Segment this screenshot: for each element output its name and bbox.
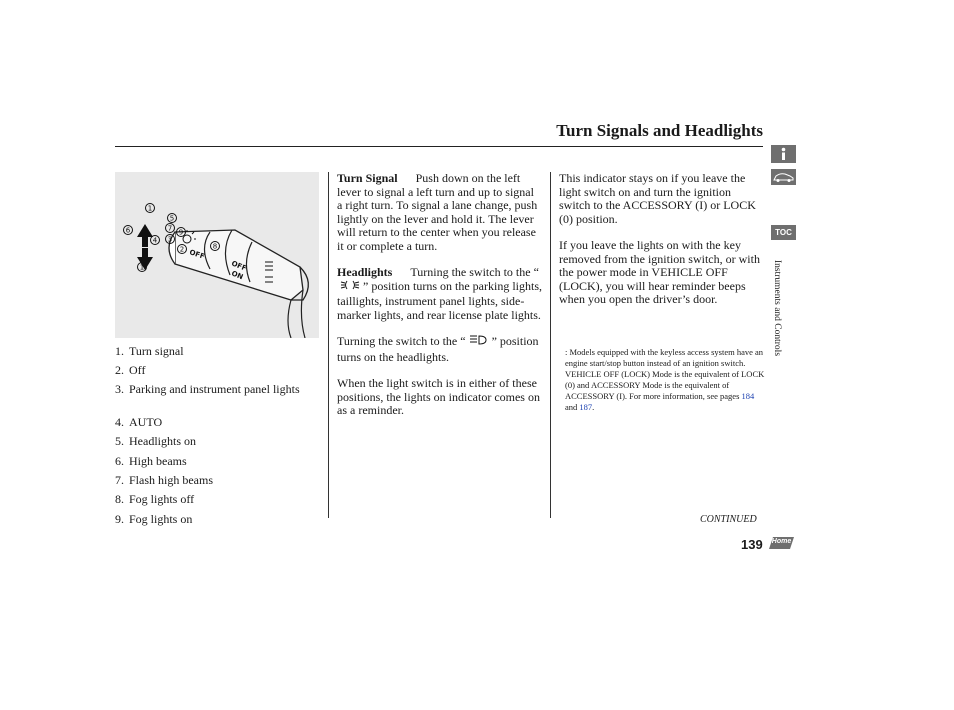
page-link-184[interactable]: 184 — [741, 391, 755, 401]
callout-8: 8 — [212, 242, 218, 251]
indicator-paragraph: This indicator stays on if you leave the light switch on and turn the ignition switch to the ACCESSORY (I) or LOCK (0) position. — [559, 171, 756, 226]
page-number: 139 — [741, 537, 763, 552]
switch-on-label: ON — [230, 269, 245, 282]
turn-signal-heading: Turn Signal — [337, 171, 398, 185]
page-link-187[interactable]: 187 — [579, 402, 593, 412]
callout-9: 9 — [178, 228, 184, 237]
legend-item: 3. Parking and instrument panel lights — [115, 382, 300, 396]
callout-1-bottom: 1 — [139, 263, 145, 272]
legend-item: 4. AUTO — [115, 415, 163, 429]
section-tab: Instruments and Controls — [772, 259, 782, 357]
when-paragraph: When the light switch is in either of these positions, the lights on indicator comes on as a reminder. — [337, 376, 540, 417]
headlight-lever-figure — [115, 172, 319, 338]
headlight-icon — [466, 335, 492, 351]
legend-item: 7. Flash high beams — [115, 473, 213, 487]
headlights-heading: Headlights — [337, 265, 393, 279]
middle-column — [337, 172, 542, 418]
car-button[interactable] — [771, 169, 796, 185]
callout-5: 5 — [169, 214, 175, 223]
turn-signal-paragraph: Turn Signal Push down on the left lever to signal a left turn and up to signal a right turn. To signal a lane change, push lightly on the lever and hold it. The lever will return to the center when you release it or complete a turn. — [337, 171, 538, 253]
turning-paragraph: Turning the switch to the “ ” position turns on the headlights. — [337, 334, 539, 364]
legend-item: 2. Off — [115, 363, 146, 377]
reminder-paragraph: If you leave the lights on with the key removed from the ignition switch, or with the power mode in VEHICLE OFF (LOCK), you will hear reminder beeps when you open the driver’s door. — [559, 238, 760, 306]
callout-1-top: 1 — [147, 204, 153, 213]
callout-2: 2 — [179, 245, 185, 254]
info-icon — [771, 145, 796, 163]
parking-lights-icon — [337, 280, 363, 296]
page-title: Turn Signals and Headlights — [556, 121, 763, 140]
callout-6: 6 — [125, 226, 131, 235]
column-divider-left — [328, 172, 329, 518]
footnote: : Models equipped with the keyless access system have an engine start/stop button instead of an ignition switch. VEHICLE OFF (LOCK) Mode is the equivalent of LOCK (0) and ACCESSORY Mode is the equivalent of ACCESSORY (I). For more information, see pages 184 and 187. — [565, 347, 765, 412]
continued-label: CONTINUED — [700, 514, 757, 525]
car-icon — [771, 169, 796, 185]
callout-3: 3 — [167, 235, 173, 244]
headlights-paragraph: Headlights Turning the switch to the “” position turns on the parking lights, taillights, instrument panel lights, side-marker lights, and rear license plate lights. — [337, 265, 542, 322]
switch-off-label-inner: OFF — [188, 248, 206, 261]
legend-item: 6. High beams — [115, 454, 187, 468]
right-column — [559, 172, 761, 307]
legend-item: 8. Fog lights off — [115, 492, 195, 506]
home-button[interactable]: Home — [767, 535, 796, 551]
column-divider-right — [550, 172, 551, 518]
callout-7: 7 — [167, 224, 173, 233]
callout-4: 4 — [152, 236, 158, 245]
switch-off-label-outer: OFF — [230, 259, 248, 273]
legend-item: 1. Turn signal — [115, 344, 184, 358]
legend-item: 5. Headlights on — [115, 434, 196, 448]
info-button[interactable] — [771, 145, 796, 163]
title-rule — [115, 146, 763, 147]
toc-button[interactable]: TOC — [771, 225, 796, 240]
legend-item: 9. Fog lights on — [115, 512, 193, 526]
up-arrow — [137, 224, 153, 247]
